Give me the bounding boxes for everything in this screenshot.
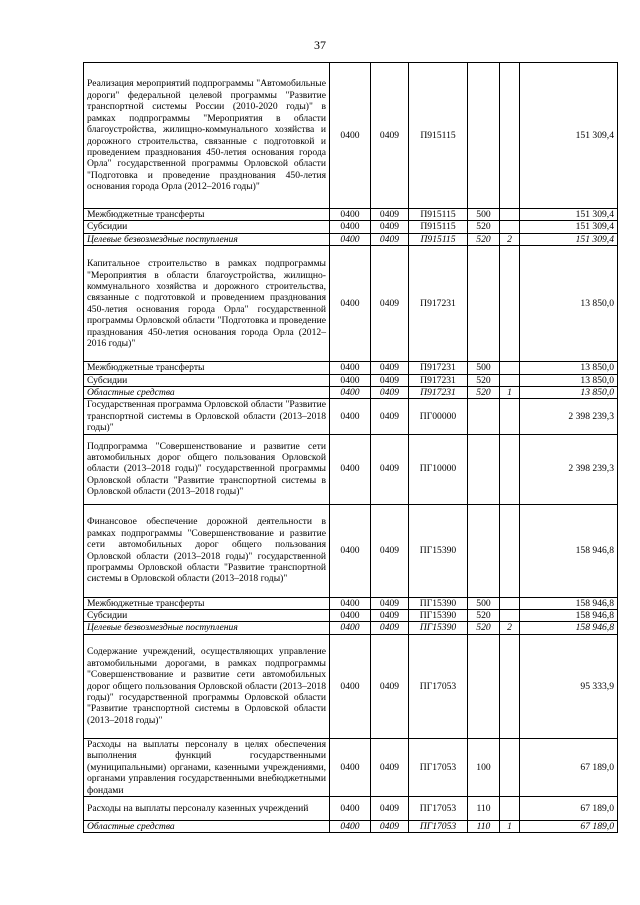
target-article-code: П917231 (409, 362, 468, 374)
target-article-code: П915115 (409, 233, 468, 245)
subsection-code: 0409 (371, 504, 409, 597)
amount: 158 946,8 (520, 597, 618, 609)
table-row (84, 610, 618, 622)
section-code: 0400 (330, 738, 371, 796)
funding-source-code: 1 (500, 820, 520, 832)
row-description: Расходы на выплаты персоналу казенных учреждений (84, 796, 330, 820)
section-code: 0400 (330, 233, 371, 245)
section-code: 0400 (330, 399, 371, 434)
section-code: 0400 (330, 796, 371, 820)
section-code: 0400 (330, 63, 371, 209)
subsection-code: 0409 (371, 387, 409, 399)
target-article-code: ПГ15390 (409, 504, 468, 597)
target-article-code: ПГ17053 (409, 796, 468, 820)
section-code: 0400 (330, 387, 371, 399)
row-description: Субсидии (84, 221, 330, 233)
expense-type-code: 520 (468, 374, 500, 386)
subsection-code: 0409 (371, 63, 409, 209)
section-code: 0400 (330, 820, 371, 832)
amount: 151 309,4 (520, 233, 618, 245)
target-article-code: П915115 (409, 63, 468, 209)
section-code: 0400 (330, 504, 371, 597)
subsection-code: 0409 (371, 374, 409, 386)
row-description: Межбюджетные трансферты (84, 362, 330, 374)
expense-type-code: 520 (468, 221, 500, 233)
target-article-code: П915115 (409, 221, 468, 233)
target-article-code: ПГ15390 (409, 622, 468, 634)
table-row (84, 738, 618, 796)
expense-type-code (468, 399, 500, 434)
target-article-code: ПГ00000 (409, 399, 468, 434)
amount: 13 850,0 (520, 362, 618, 374)
row-description: Расходы на выплаты персоналу в целях обеспечения выполнения функций государственными (муниципальными) органами, казенными учреждениями, органами управления государственными внебюджетными фондами (84, 738, 330, 796)
amount: 67 189,0 (520, 796, 618, 820)
expense-type-code (468, 634, 500, 738)
row-description: Целевые безвозмездные поступления (84, 233, 330, 245)
section-code: 0400 (330, 246, 371, 362)
section-code: 0400 (330, 597, 371, 609)
subsection-code: 0409 (371, 209, 409, 221)
target-article-code: П917231 (409, 374, 468, 386)
section-code: 0400 (330, 374, 371, 386)
expense-type-code (468, 63, 500, 209)
table-row (84, 434, 618, 504)
amount: 13 850,0 (520, 374, 618, 386)
funding-source-code (500, 610, 520, 622)
amount: 67 189,0 (520, 820, 618, 832)
expense-type-code: 500 (468, 597, 500, 609)
table-row (84, 399, 618, 434)
target-article-code: П915115 (409, 209, 468, 221)
row-description: Капитальное строительство в рамках подпрограммы "Мероприятия в области благоустройства, жилищно-коммунального хозяйства и дорожного строительства, связанные с подготовкой и проведением празднования 450-летия основания города Орла" государственной программы Орловской области "Подготовка и проведение празднования 450-летия основания города Орла (2012–2016 годы)" (84, 246, 330, 362)
row-description: Областные средства (84, 820, 330, 832)
row-description: Межбюджетные трансферты (84, 209, 330, 221)
table-row (84, 820, 618, 832)
target-article-code: ПГ15390 (409, 610, 468, 622)
table-row (84, 374, 618, 386)
row-description: Областные средства (84, 387, 330, 399)
row-description: Межбюджетные трансферты (84, 597, 330, 609)
amount: 2 398 239,3 (520, 399, 618, 434)
subsection-code: 0409 (371, 597, 409, 609)
section-code: 0400 (330, 221, 371, 233)
row-description: Финансовое обеспечение дорожной деятельности в рамках подпрограммы "Совершенствование и развитие сети автомобильных дорог общего пользования Орловской области (2013–2018 годы)" государственной программы Орловской области "Развитие транспортной системы в Орловской области (2013–2018 годы)" (84, 504, 330, 597)
subsection-code: 0409 (371, 362, 409, 374)
table-row (84, 622, 618, 634)
expense-type-code: 100 (468, 738, 500, 796)
row-description: Реализация мероприятий подпрограммы "Автомобильные дороги" федеральной целевой программы "Развитие транспортной системы России (2010-2020 годы)" в рамках подпрограммы "Мероприятия в области благоустройства, жилищно-коммунального хозяйства и дорожного строительства, связанные с подготовкой и проведением празднования 450-летия основания города Орла" государственной программы Орловской области "Подготовка и проведение празднования 450-летия основания города Орла (2012–2016 годы)" (84, 63, 330, 209)
row-description: Подпрограмма "Совершенствование и развитие сети автомобильных дорог общего пользования Орловской области (2013–2018 годы)" государственной программы Орловской области "Развитие транспортной системы в Орловской области (2013–2018 годы)" (84, 434, 330, 504)
funding-source-code (500, 362, 520, 374)
row-description: Государственная программа Орловской области "Развитие транспортной системы в Орловской области (2013–2018 годы)" (84, 399, 330, 434)
amount: 158 946,8 (520, 622, 618, 634)
subsection-code: 0409 (371, 796, 409, 820)
section-code: 0400 (330, 610, 371, 622)
funding-source-code (500, 209, 520, 221)
target-article-code: ПГ10000 (409, 434, 468, 504)
subsection-code: 0409 (371, 233, 409, 245)
target-article-code: ПГ17053 (409, 820, 468, 832)
row-description: Целевые безвозмездные поступления (84, 622, 330, 634)
section-code: 0400 (330, 362, 371, 374)
subsection-code: 0409 (371, 820, 409, 832)
funding-source-code (500, 374, 520, 386)
table-row (84, 796, 618, 820)
section-code: 0400 (330, 634, 371, 738)
table-row (84, 63, 618, 209)
funding-source-code: 2 (500, 233, 520, 245)
subsection-code: 0409 (371, 634, 409, 738)
table-row (84, 362, 618, 374)
subsection-code: 0409 (371, 399, 409, 434)
expense-type-code (468, 434, 500, 504)
section-code: 0400 (330, 209, 371, 221)
expense-type-code: 520 (468, 387, 500, 399)
expense-type-code (468, 246, 500, 362)
funding-source-code (500, 434, 520, 504)
section-code: 0400 (330, 434, 371, 504)
expense-type-code (468, 504, 500, 597)
target-article-code: П917231 (409, 387, 468, 399)
expense-type-code: 110 (468, 820, 500, 832)
row-description: Содержание учреждений, осуществляющих управление автомобильными дорогами, в рамках подпрограммы "Совершенствование и развитие сети автомобильных дорог общего пользования Орловской области (2013–2018 годы)" государственной программы Орловской области "Развитие транспортной системы в Орловской области (2013–2018 годы)" (84, 634, 330, 738)
expense-type-code: 110 (468, 796, 500, 820)
subsection-code: 0409 (371, 434, 409, 504)
expense-type-code: 520 (468, 622, 500, 634)
subsection-code: 0409 (371, 738, 409, 796)
page-number: 37 (314, 38, 326, 52)
subsection-code: 0409 (371, 610, 409, 622)
amount: 151 309,4 (520, 63, 618, 209)
amount: 151 309,4 (520, 209, 618, 221)
amount: 13 850,0 (520, 387, 618, 399)
expense-type-code: 520 (468, 233, 500, 245)
expense-type-code: 500 (468, 209, 500, 221)
funding-source-code: 2 (500, 622, 520, 634)
funding-source-code (500, 399, 520, 434)
funding-source-code (500, 796, 520, 820)
table-row (84, 209, 618, 221)
amount: 158 946,8 (520, 610, 618, 622)
funding-source-code (500, 504, 520, 597)
funding-source-code: 1 (500, 387, 520, 399)
table-row (84, 246, 618, 362)
amount: 151 309,4 (520, 221, 618, 233)
target-article-code: П917231 (409, 246, 468, 362)
target-article-code: ПГ15390 (409, 597, 468, 609)
table-row (84, 233, 618, 245)
row-description: Субсидии (84, 374, 330, 386)
expense-type-code: 500 (468, 362, 500, 374)
table-row (84, 221, 618, 233)
row-description: Субсидии (84, 610, 330, 622)
table-row (84, 597, 618, 609)
subsection-code: 0409 (371, 246, 409, 362)
funding-source-code (500, 738, 520, 796)
funding-source-code (500, 634, 520, 738)
subsection-code: 0409 (371, 622, 409, 634)
table-row (84, 634, 618, 738)
funding-source-code (500, 597, 520, 609)
table-row (84, 387, 618, 399)
amount: 67 189,0 (520, 738, 618, 796)
amount: 13 850,0 (520, 246, 618, 362)
amount: 158 946,8 (520, 504, 618, 597)
amount: 95 333,9 (520, 634, 618, 738)
target-article-code: ПГ17053 (409, 634, 468, 738)
expense-type-code: 520 (468, 610, 500, 622)
budget-table (83, 62, 618, 833)
table-row (84, 504, 618, 597)
funding-source-code (500, 221, 520, 233)
subsection-code: 0409 (371, 221, 409, 233)
amount: 2 398 239,3 (520, 434, 618, 504)
funding-source-code (500, 63, 520, 209)
target-article-code: ПГ17053 (409, 738, 468, 796)
funding-source-code (500, 246, 520, 362)
section-code: 0400 (330, 622, 371, 634)
